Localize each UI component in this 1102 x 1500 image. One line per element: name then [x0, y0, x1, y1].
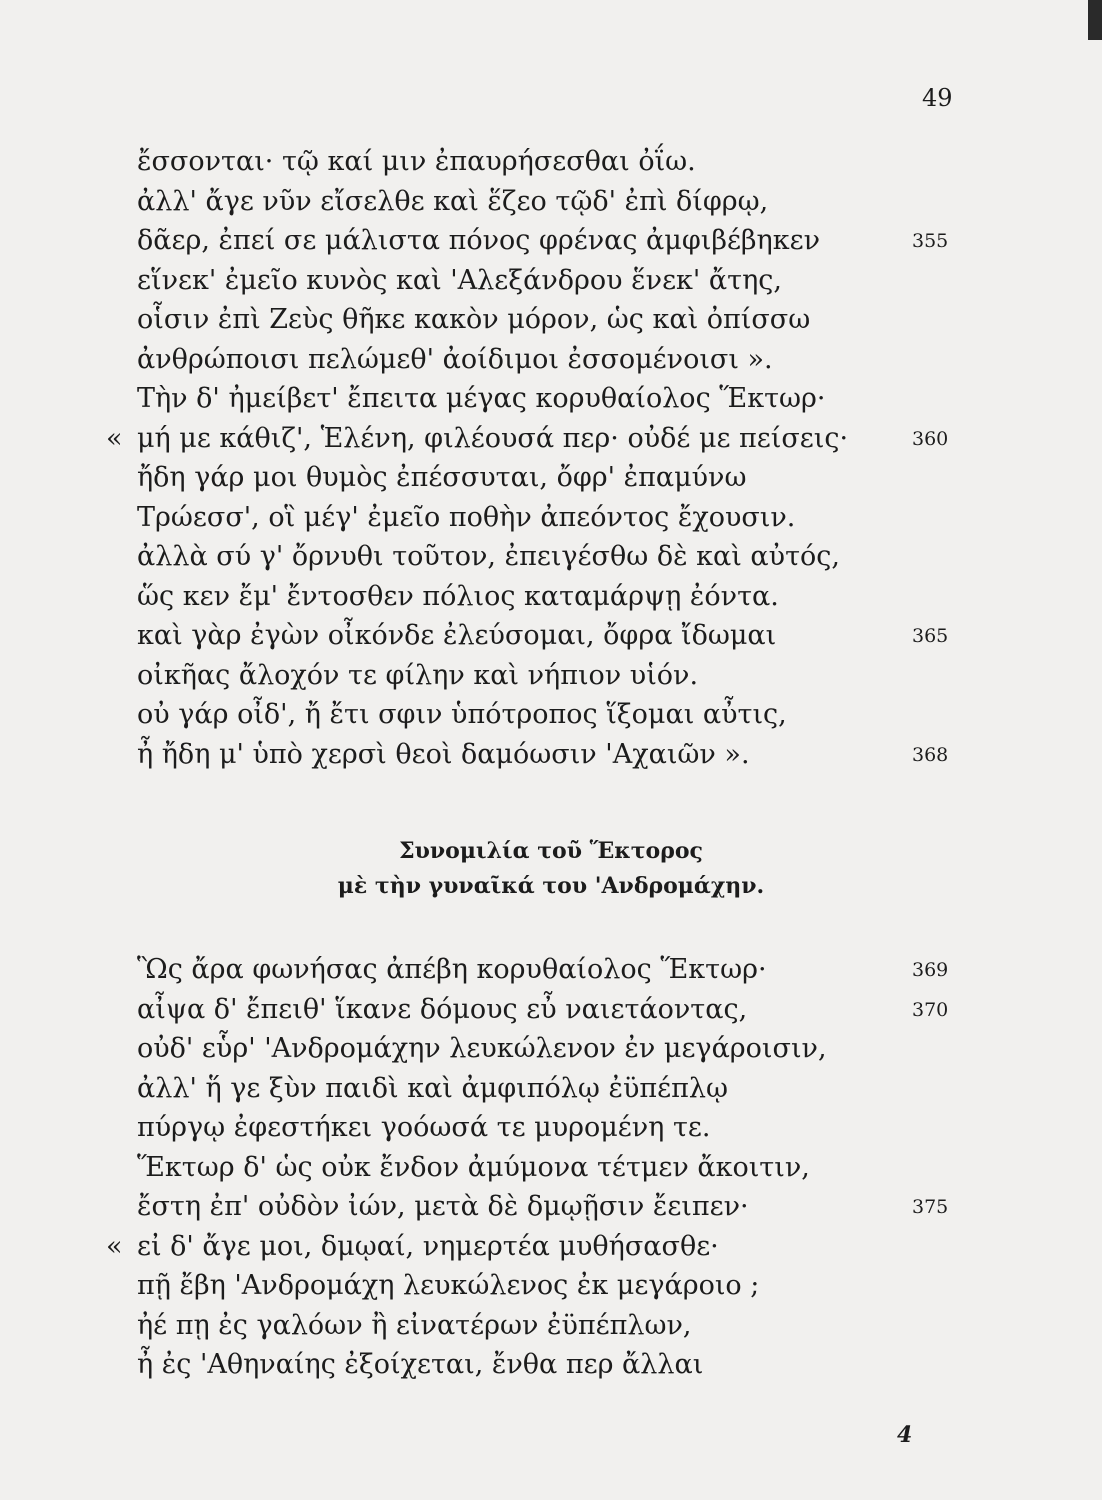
verse-text: καὶ γὰρ ἐγὼν οἶκόνδε ἐλεύσομαι, ὄφρα ἴδωμαι: [137, 620, 777, 651]
verse-text: πύργῳ ἐφεστήκει γοόωσά τε μυρομένη τε.: [137, 1112, 711, 1143]
verse-text: ἀλλ' ἥ γε ξὺν παιδὶ καὶ ἀμφιπόλῳ ἐϋπέπλῳ: [137, 1072, 728, 1104]
opening-quote-mark: «: [106, 422, 123, 454]
verse-line: [137, 695, 787, 735]
verse-text: ἔσσονται· τῷ καί μιν ἐπαυρήσεσθαι ὀΐω.: [137, 146, 696, 177]
verse-text: οὐδ' εὗρ' 'Ανδρομάχην λευκώλενον ἐν μεγάροισιν,: [137, 1033, 827, 1064]
verse-text: πῇ ἔβη 'Ανδρομάχη λευκώλενος ἐκ μεγάροιο ;: [137, 1270, 760, 1301]
verse-line-number: 355: [912, 230, 949, 252]
verse-text: ὥς κεν ἔμ' ἔντοσθεν πόλιος καταμάρψῃ ἐόντα.: [137, 580, 779, 612]
verse-line-number: 368: [912, 743, 949, 766]
verse-line: [137, 1187, 749, 1227]
verse-line-number: 369: [912, 959, 949, 981]
verse-line: [137, 340, 773, 380]
verse-line: [137, 537, 840, 577]
verse-text: ἀλλ' ἄγε νῦν εἴσελθε καὶ ἕζεο τῷδ' ἐπὶ δίφρῳ,: [137, 185, 769, 217]
section-heading-line-2: μὲ τὴν γυναῖκά του 'Ανδρομάχην.: [337, 873, 765, 899]
verse-text: ἦ ἐς 'Αθηναίης ἐξοίχεται, ἔνθα περ ἄλλαι: [137, 1349, 704, 1380]
verse-line: [137, 221, 820, 261]
verse-line: [137, 656, 698, 696]
verse-text: Ἕκτωρ δ' ὡς οὐκ ἔνδον ἀμύμονα τέτμεν ἄκοιτιν,: [137, 1151, 810, 1183]
verse-text: Τὴν δ' ἠμείβετ' ἔπειτα μέγας κορυθαίολος Ἕκτωρ·: [137, 383, 826, 414]
verse-text: ἀλλὰ σύ γ' ὄρνυθι τοῦτον, ἐπειγέσθω δὲ καὶ αὐτός,: [137, 541, 840, 572]
verse-line: [137, 182, 768, 222]
verse-line: [137, 1266, 759, 1306]
verse-line: [137, 990, 747, 1030]
verse-text: οἷσιν ἐπὶ Ζεὺς θῆκε κακὸν μόρον, ὡς καὶ ὀπίσσω: [137, 304, 811, 335]
verse-text: αἶψα δ' ἔπειθ' ἵκανε δόμους εὖ ναιετάοντας,: [137, 993, 748, 1025]
verse-line: [137, 379, 826, 419]
verse-line: [137, 261, 782, 301]
verse-line: [137, 616, 776, 656]
verse-line: [137, 1306, 692, 1346]
verse-text: ἀνθρώποισι πελώμεθ' ἀοίδιμοι ἐσσομένοισι ».: [137, 343, 773, 375]
verse-line: [137, 577, 779, 617]
verse-line: [137, 735, 750, 775]
verse-text: δᾶερ, ἐπεί σε μάλιστα πόνος φρένας ἀμφιβέβηκεν: [137, 225, 820, 256]
signature-mark: 4: [897, 1422, 913, 1448]
verse-line: [137, 950, 767, 990]
verse-line: [137, 1148, 810, 1188]
verse-text: εἵνεκ' ἐμεῖο κυνὸς καὶ 'Αλεξάνδρου ἕνεκ' ἄτης,: [137, 264, 782, 296]
verse-text: οἰκῆας ἄλοχόν τε φίλην καὶ νήπιον υἱόν.: [137, 659, 699, 691]
verse-text: ἔστη ἐπ' οὐδὸν ἰών, μετὰ δὲ δμῳῇσιν ἔειπεν·: [137, 1191, 749, 1222]
verse-line-number: 370: [912, 998, 949, 1021]
verse-line: [137, 1108, 710, 1148]
verse-text: εἰ δ' ἄγε μοι, δμῳαί, νημερτέα μυθήσασθε·: [137, 1230, 719, 1262]
verse-line: [137, 1069, 728, 1109]
page-number: 49: [922, 84, 953, 112]
verse-line: [137, 142, 696, 182]
verse-text: οὐ γάρ οἶδ', ἤ ἔτι σφιν ὑπότροπος ἵξομαι αὖτις,: [137, 699, 787, 730]
opening-quote-mark: «: [106, 1230, 123, 1262]
verse-line: [137, 458, 746, 498]
verse-text: μή με κάθιζ', Ἑλένη, φιλέουσά περ· οὐδέ με πείσεις·: [137, 422, 849, 454]
verse-line: [137, 1029, 827, 1069]
verse-text: ἠέ πῃ ἐς γαλόων ἢ εἰνατέρων ἐϋπέπλων,: [137, 1309, 692, 1341]
page-edge-shadow: [1088, 0, 1102, 40]
section-heading-line-1: Συνομιλία τοῦ Ἕκτορος: [399, 838, 703, 864]
verse-text: ἤδη γάρ μοι θυμὸς ἐπέσσυται, ὄφρ' ἐπαμύνω: [137, 462, 747, 493]
verse-text: ἦ ἤδη μ' ὑπὸ χερσὶ θεοὶ δαμόωσιν 'Αχαιῶν ».: [137, 738, 750, 770]
verse-line: [106, 419, 849, 459]
verse-line-number: 365: [912, 625, 949, 647]
verse-line: [137, 1345, 703, 1385]
verse-line-number: 360: [912, 427, 949, 450]
verse-text: Τρώεσσ', οἳ μέγ' ἐμεῖο ποθὴν ἀπεόντος ἔχουσιν.: [137, 501, 796, 533]
verse-line: [106, 1227, 719, 1267]
verse-line-number: 375: [912, 1196, 949, 1218]
verse-text: Ὣς ἄρα φωνήσας ἀπέβη κορυθαίολος Ἕκτωρ·: [137, 954, 767, 985]
verse-line: [137, 498, 795, 538]
verse-line: [137, 300, 810, 340]
